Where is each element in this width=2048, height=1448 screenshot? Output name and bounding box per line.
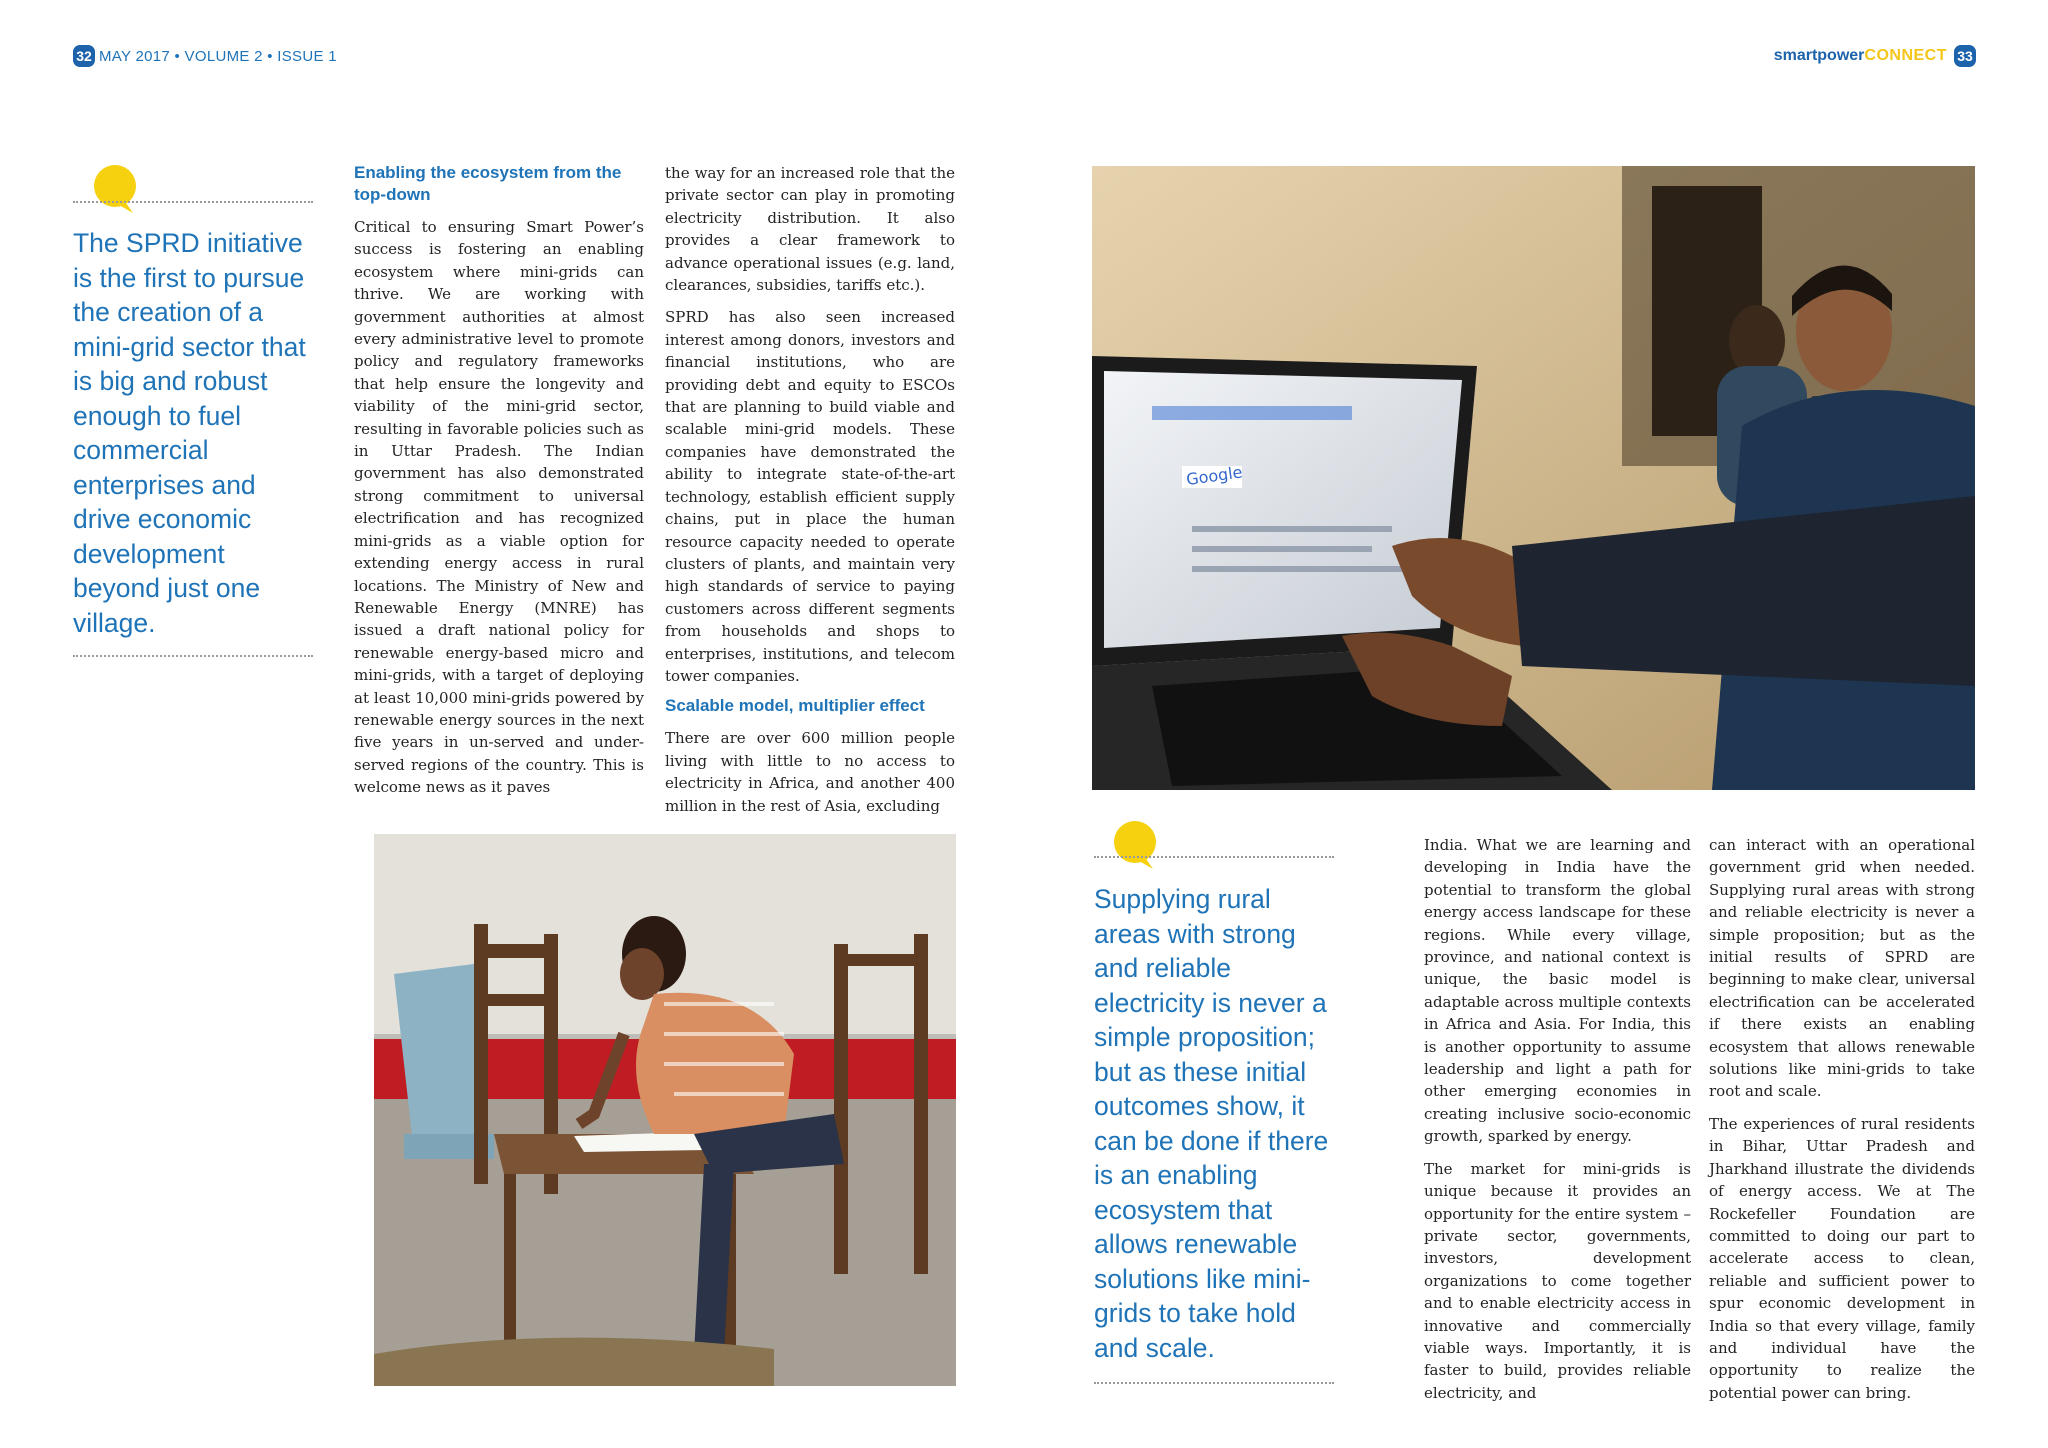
- speech-bubble-icon: [1111, 820, 1163, 872]
- paragraph: The market for mini-grids is unique because it provides an opportunity for the entire system – private sector, governments, investors, development organizations to come together and to enable electricity access in innovative and commercially viable ways. Importantly, it is faster to build, provides reliable electricity, and: [1424, 1159, 1691, 1402]
- student-photo-illustration: [354, 834, 956, 1386]
- brand-smartpower: smartpower: [1773, 47, 1865, 64]
- paragraph: Critical to ensuring Smart Power’s success is fostering an enabling ecosystem where mini-grids can thrive. We are working with government authorities at almost every administrative level to promote policy and regulatory frameworks that help ensure the longevity and viability of the mini-grid sector, resulting in favorable policies such as in Uttar Pradesh. The Indian government has also demonstrated strong commitment to universal electrification and has recognized mini-grids as a viable option for extending energy access in rural locations. The Ministry of New and Renewable Energy (MNRE) has issued a draft national policy for renewable energy-based micro and mini-grids, with a target of deploying at least 10,000 mini-grids powered by renewable energy sources in the next five years in un-served and under-served regions of the country. This is welcome news as it paves: [354, 218, 644, 797]
- paragraph: There are over 600 million people living with little to no access to electricity in Africa, and another 400 million in the rest of Asia, excluding: [665, 729, 955, 815]
- left-page-number: 32: [73, 45, 95, 67]
- article-column-2: [665, 162, 955, 817]
- issue-info: MAY 2017 • VOLUME 2 • ISSUE 1: [99, 47, 337, 65]
- laptop-office-photo: [1092, 166, 1975, 790]
- right-pullquote-text: Supplying rural areas with strong and reliable electricity is never a simple proposition; but as these initial outcomes show, it can be done if there is an enabling ecosystem that allows renewable solutions like mini-grids to take hold and scale.: [1094, 884, 1329, 1363]
- article-column-1: [354, 162, 644, 799]
- pullquote-rule-top: [73, 201, 313, 203]
- pullquote-rule-bottom: [1094, 1382, 1334, 1384]
- right-pullquote-block: [1094, 818, 1334, 1388]
- paragraph: SPRD has also seen increased interest among donors, investors and financial institutions, who are providing debt and equity to ESCOs that are planning to build viable and scalable mini-grid models. These companies have demonstrated the ability to integrate state-of-the-art technology, establish efficient supply chains, put in place the human resource capacity needed to operate clusters of plants, and maintain very high standards of service to paying customers across different segments from households and shops to enterprises, institutions, and telecom tower companies.: [665, 308, 955, 685]
- left-page-header: [73, 44, 337, 68]
- left-pullquote-text: The SPRD initiative is the first to pursue the creation of a mini-grid sector that is big and robust enough to fuel commercial enterprises and drive economic development beyond just one village.: [73, 228, 306, 638]
- article-column-4: [1709, 834, 1975, 1404]
- laptop-photo-illustration: [1092, 166, 1975, 790]
- section-heading-scalable: Scalable model, multiplier effect: [665, 696, 925, 716]
- pullquote-rule-top: [1094, 856, 1334, 858]
- brand-connect: CONNECT: [1864, 47, 1947, 64]
- speech-bubble-icon: [91, 164, 143, 216]
- pullquote-rule-bottom: [73, 655, 313, 657]
- right-page-header: [1774, 44, 1976, 68]
- paragraph: The experiences of rural residents in Bihar, Uttar Pradesh and Jharkhand illustrate the dividends of energy access. We at The Rockefeller Foundation are committed to doing our part to accelerate access to clean, reliable and sufficient power to spur economic development in India so that every village, family and individual have the opportunity to realize the potential power can bring.: [1709, 1114, 1975, 1402]
- paragraph: the way for an increased role that the private sector can play in promoting electricity distribution. It also provides a clear framework to advance operational issues (e.g. land, clearances, subsidies, tariffs etc.).: [665, 164, 955, 295]
- paragraph: can interact with an operational government grid when needed. Supplying rural areas with strong and reliable electricity is never a simple proposition; but as the initial results of SPRD are beginning to make clear, universal electrification can be accelerated if there exists an enabling ecosystem that allows renewable solutions like mini-grids to take root and scale.: [1709, 836, 1975, 1101]
- screen-google-logo: Google: [1185, 462, 1244, 490]
- left-pullquote-block: [73, 162, 313, 662]
- student-writing-photo: [354, 834, 956, 1386]
- right-page-number: 33: [1954, 45, 1976, 67]
- section-heading-ecosystem: Enabling the ecosystem from the top-down: [354, 163, 622, 204]
- article-column-3: [1424, 834, 1691, 1404]
- paragraph: India. What we are learning and developing in India have the potential to transform the global energy access landscape for these regions. While every village, province, and national context is unique, the basic model is adaptable across multiple contexts in Africa and Asia. For India, this is another opportunity to assume leadership and light a path for other emerging economies in creating inclusive socio-economic growth, sparked by energy.: [1424, 836, 1691, 1146]
